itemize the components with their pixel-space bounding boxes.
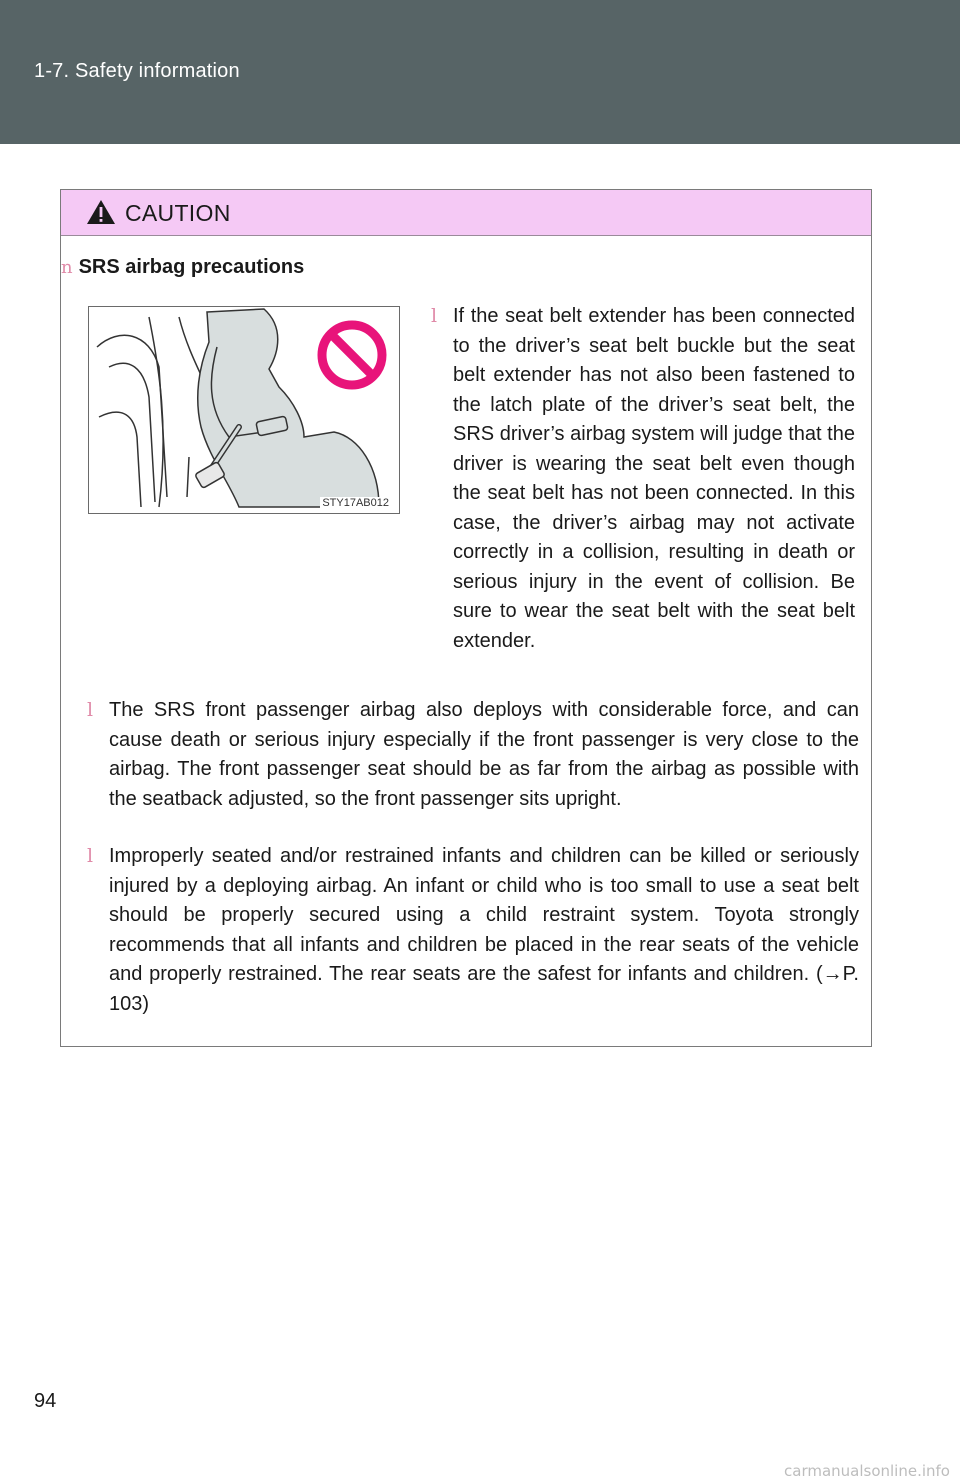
bullet-icon: l: [87, 845, 94, 867]
caution-item-text: Improperly seated and/or restrained infants and children can be killed or seriously injured by a deploying airbag. An infant or child who is too small to use a seat belt should be properly secured using a child restraint system. Toyota strongly recommends that all infants and children be placed in the rear seats of the vehicle and properly restrained. The rear seats are the safest for infants and children. (→P. 103): [109, 845, 859, 1015]
caution-title: CAUTION: [125, 200, 231, 226]
subheading-text: SRS airbag precautions: [78, 256, 305, 278]
seat-belt-drawing: [89, 307, 400, 514]
page-header: [0, 0, 960, 144]
page-number: 94: [34, 1390, 57, 1412]
figure-code: STY17AB012: [322, 497, 389, 509]
bullet-icon: l: [431, 305, 438, 327]
caution-header: [61, 190, 871, 236]
bullet-icon: l: [87, 699, 94, 721]
watermark: carmanualsonline.info: [784, 1462, 950, 1480]
caution-item-1: [431, 302, 855, 656]
section-title: 1-7. Safety information: [34, 60, 240, 82]
caution-item-text: The SRS front passenger airbag also deploys with considerable force, and can cause death or serious injury especially if the front passenger is very close to the airbag. The front passenger seat should be as far from the airbag as possible with the seatback adjusted, so the front passenger sits upright.: [109, 699, 859, 810]
seat-belt-illustration: [88, 306, 400, 514]
section-marker-icon: n: [61, 257, 73, 278]
caution-item-text: If the seat belt extender has been connected to the driver’s seat belt buckle but the seat belt extender has not also been fastened to the latch plate of the driver’s seat belt, the SRS driver’s airbag system will judge that the driver is wearing the seat belt even though the seat belt has not been connected. In this case, the driver’s airbag may not activate correctly in a collision, resulting in death or serious injury in the event of collision. Be sure to wear the seat belt with the seat belt extender.: [453, 305, 855, 652]
caution-item-2: [87, 696, 859, 814]
subheading: [61, 256, 304, 279]
caution-item-3: [87, 842, 859, 1019]
caution-box: [60, 189, 872, 1047]
warning-icon: [86, 199, 116, 225]
